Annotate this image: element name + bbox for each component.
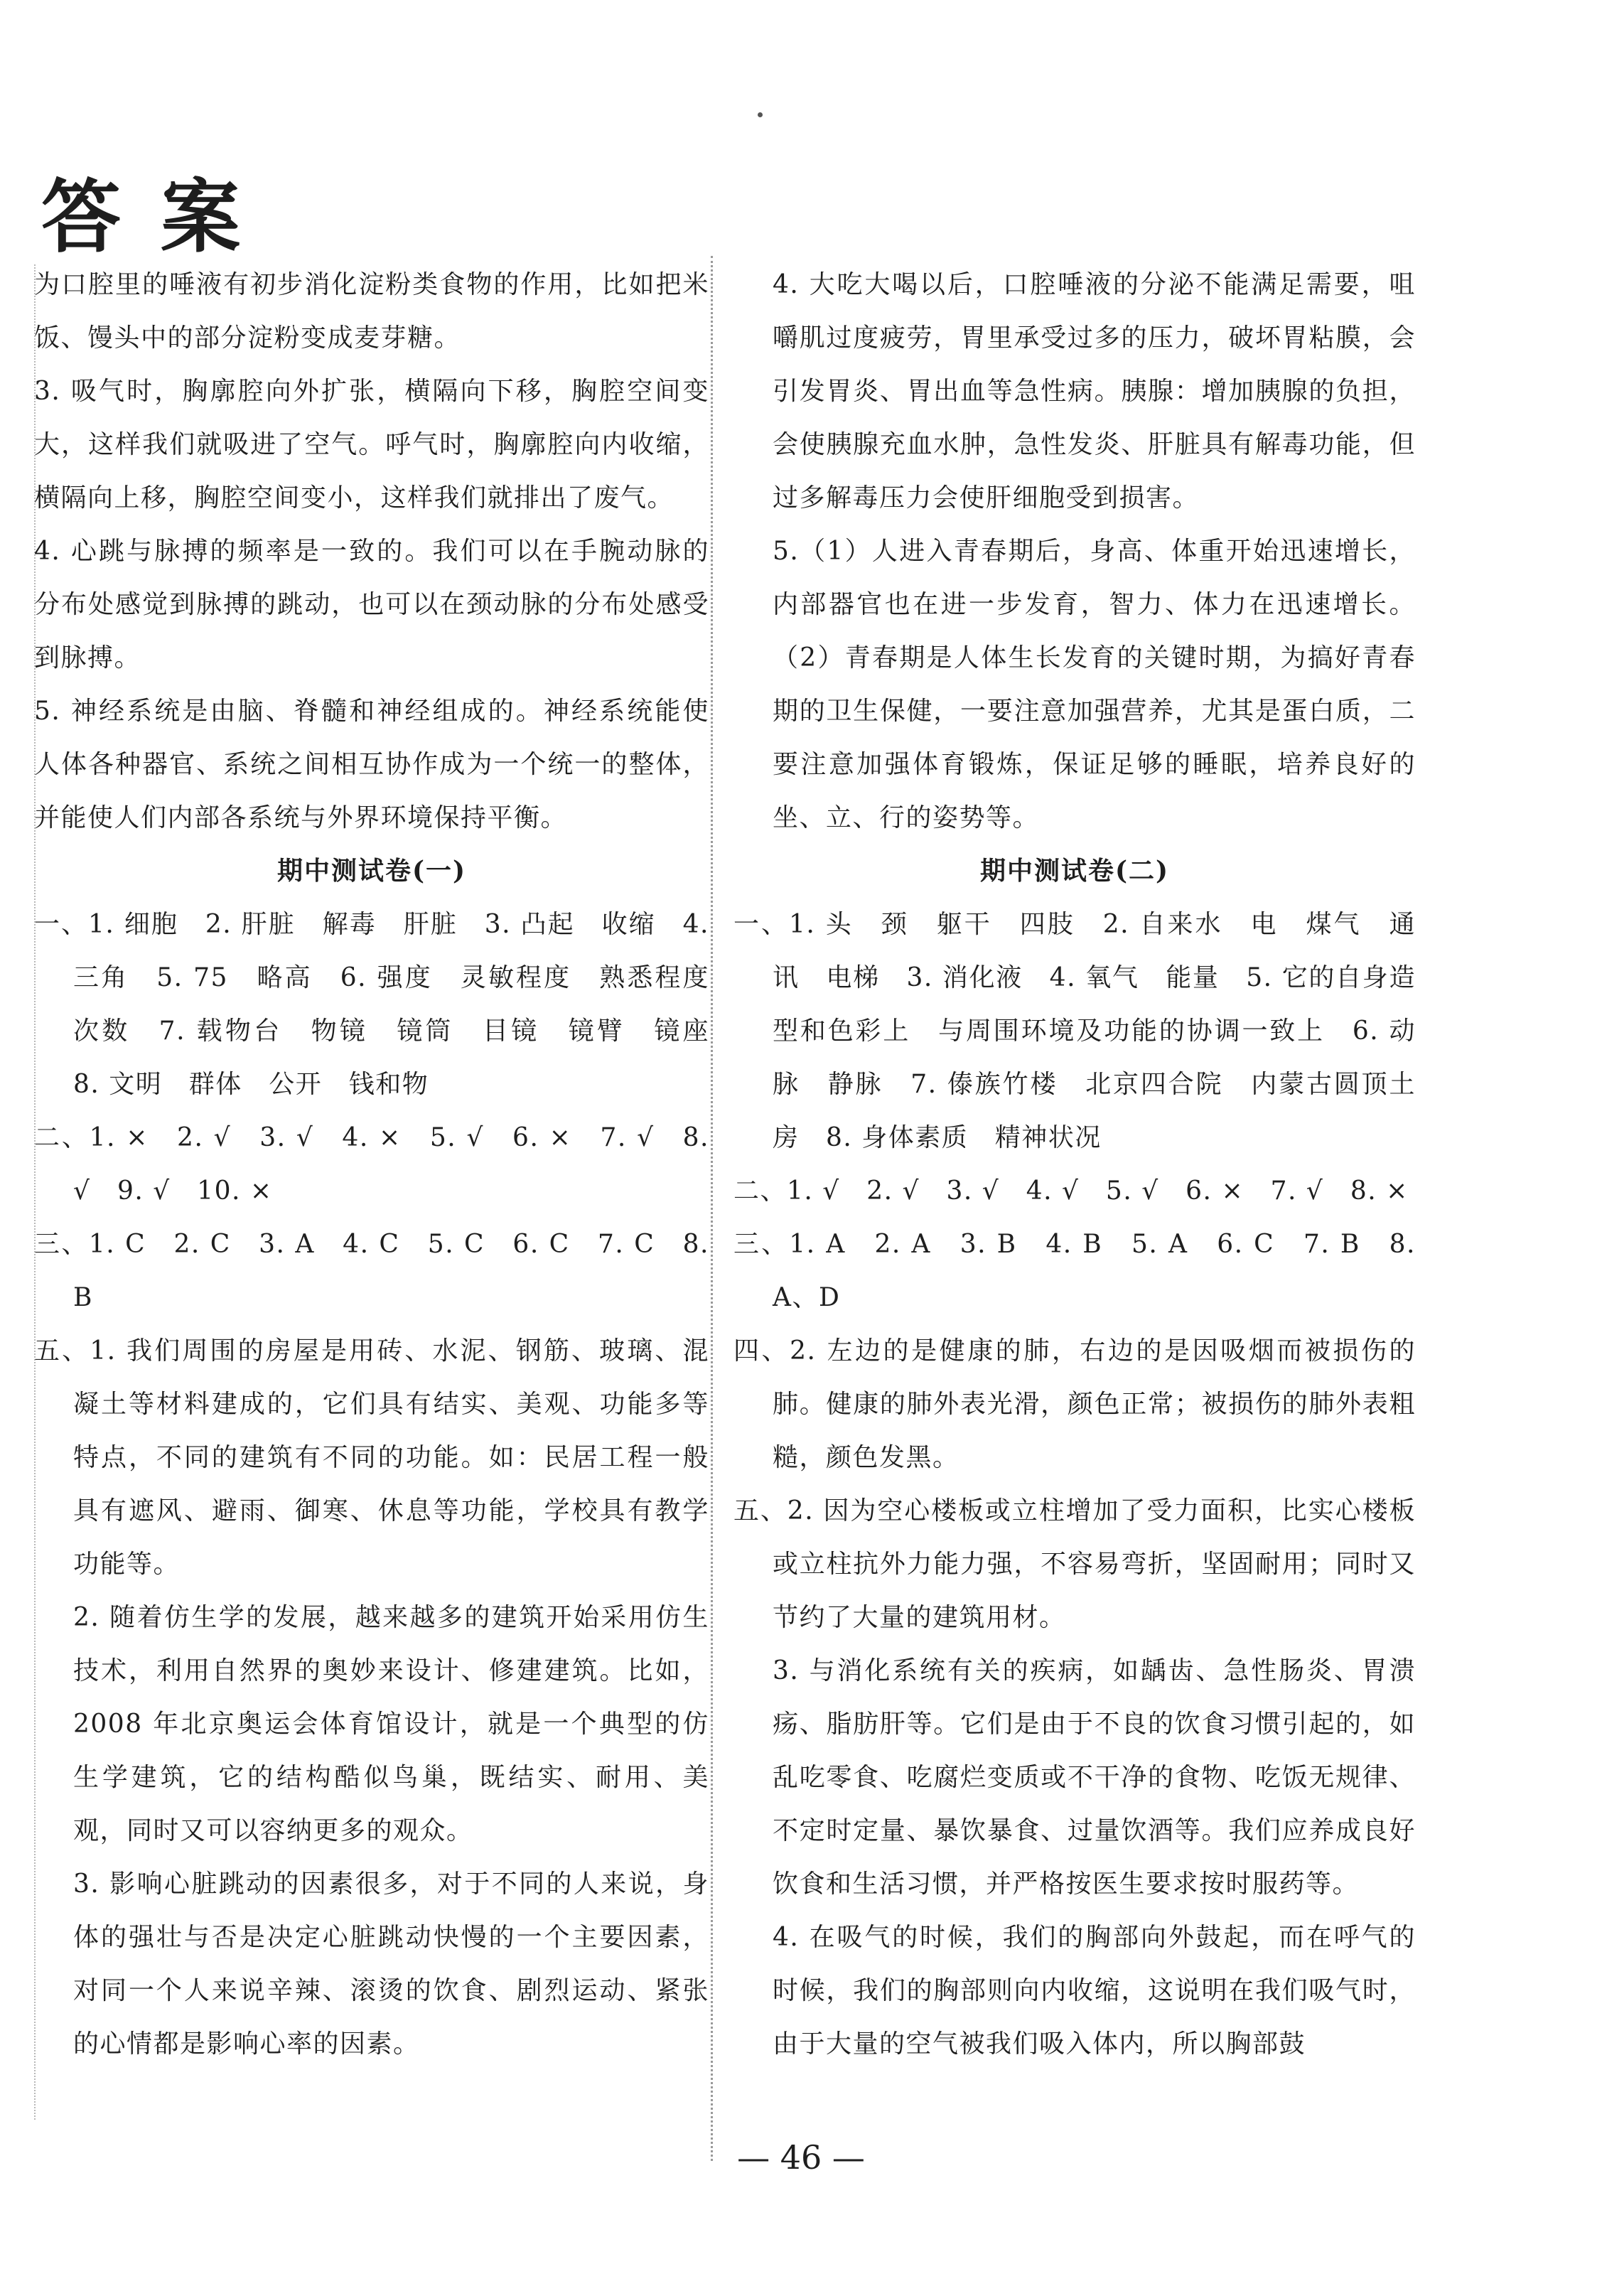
right-column <box>733 258 1416 2071</box>
page-title: 答案 <box>41 171 280 264</box>
answer-block: 二、1. √ 2. √ 3. √ 4. √ 5. √ 6. × 7. √ 8. × <box>733 1176 1409 1206</box>
page-number: — 46 — <box>737 2138 865 2177</box>
answer-block: 一、1. 细胞 2. 肝脏 解毒 肝脏 3. 凸起 收缩 4. 三角 5. 75 略高 6. 强度 灵敏程度 熟悉程度 次数 7. 载物台 物镜 镜筒 目镜 镜臂 镜座 8. 文明 群体 公开 钱和物 <box>34 910 736 1099</box>
left-column <box>34 258 736 2071</box>
answer-paragraph: 4. 在吸气的时候，我们的胸部向外鼓起，而在呼气的时候，我们的胸部则向内收缩，这说明在我们吸气时，由于大量的空气被我们吸入体内，所以胸部鼓 <box>773 1923 1416 2059</box>
section-title: 期中测试卷(一) <box>276 856 467 886</box>
answer-paragraph: 2. 随着仿生学的发展，越来越多的建筑开始采用仿生技术，利用自然界的奥妙来设计、修建建筑。比如，2008 年北京奥运会体育馆设计，就是一个典型的仿生学建筑，它的结构酷似鸟巢，既结实、耐用、美观，同时又可以容纳更多的观众。 <box>73 1603 709 1845</box>
answer-block: 五、1. 我们周围的房屋是用砖、水泥、钢筋、玻璃、混凝土等材料建成的，它们具有结实、美观、功能多等特点，不同的建筑有不同的功能。如：民居工程一般具有遮风、避雨、御寒、休息等功能，学校具有教学功能等。 <box>34 1336 709 1579</box>
answer-paragraph: 3. 吸气时，胸廓腔向外扩张，横隔向下移，胸腔空间变大，这样我们就吸进了空气。呼气时，胸廓腔向内收缩，横隔向上移，胸腔空间变小，这样我们就排出了废气。 <box>34 377 709 513</box>
answer-block: 五、2. 因为空心楼板或立柱增加了受力面积，比实心楼板或立柱抗外力能力强，不容易弯折，坚固耐用；同时又节约了大量的建筑用材。 <box>733 1496 1416 1632</box>
answer-paragraph: 3. 影响心脏跳动的因素很多，对于不同的人来说，身体的强壮与否是决定心脏跳动快慢的一个主要因素，对同一个人来说辛辣、滚烫的饮食、剧烈运动、紧张的心情都是影响心率的因素。 <box>73 1869 709 2059</box>
answer-block: 三、1. A 2. A 3. B 4. B 5. A 6. C 7. B 8. A、D <box>733 1230 1416 1312</box>
section-title: 期中测试卷(二) <box>979 856 1170 886</box>
answer-block: 四、2. 左边的是健康的肺，右边的是因吸烟而被损伤的肺。健康的肺外表光滑，颜色正常；被损伤的肺外表粗糙，颜色发黑。 <box>733 1336 1416 1472</box>
answer-block: 一、1. 头 颈 躯干 四肢 2. 自来水 电 煤气 通讯 电梯 3. 消化液 4. 氧气 能量 5. 它的自身造型和色彩上 与周围环境及功能的协调一致上 6. 动脉 静脉 7. 傣族竹楼 北京四合院 内蒙古圆顶土房 8. 身体素质 精神状况 <box>733 910 1416 1152</box>
answer-block: 三、1. C 2. C 3. A 4. C 5. C 6. C 7. C 8. B <box>34 1230 709 1312</box>
print-dot <box>758 112 763 117</box>
answer-paragraph: 3. 与消化系统有关的疾病，如龋齿、急性肠炎、胃溃疡、脂肪肝等。它们是由于不良的饮食习惯引起的，如乱吃零食、吃腐烂变质或不干净的食物、吃饭无规律、不定时定量、暴饮暴食、过量饮酒等。我们应养成良好饮食和生活习惯，并严格按医生要求按时服药等。 <box>773 1656 1416 1899</box>
column-divider <box>711 256 713 2161</box>
answer-block: 二、1. × 2. √ 3. √ 4. × 5. √ 6. × 7. √ 8. √ 9. √ 10. × <box>34 1123 709 1206</box>
answer-paragraph: 4. 心跳与脉搏的频率是一致的。我们可以在手腕动脉的分布处感觉到脉搏的跳动，也可以在颈动脉的分布处感受到脉搏。 <box>34 537 709 672</box>
answer-paragraph: 为口腔里的唾液有初步消化淀粉类食物的作用，比如把米饭、馒头中的部分淀粉变成麦芽糖。 <box>34 270 709 353</box>
answer-paragraph: 5.（1）人进入青春期后，身高、体重开始迅速增长，内部器官也在进一步发育，智力、体力在迅速增长。（2）青春期是人体生长发育的关键时期，为搞好青春期的卫生保健，一要注意加强营养，尤其是蛋白质，二要注意加强体育锻炼，保证足够的睡眠，培养良好的坐、立、行的姿势等。 <box>773 537 1416 832</box>
answer-paragraph: 5. 神经系统是由脑、脊髓和神经组成的。神经系统能使人体各种器官、系统之间相互协作成为一个统一的整体，并能使人们内部各系统与外界环境保持平衡。 <box>34 697 709 832</box>
answer-paragraph: 4. 大吃大喝以后，口腔唾液的分泌不能满足需要，咀嚼肌过度疲劳，胃里承受过多的压力，破坏胃粘膜，会引发胃炎、胃出血等急性病。胰腺：增加胰腺的负担，会使胰腺充血水肿，急性发炎、肝脏具有解毒功能，但过多解毒压力会使肝细胞受到损害。 <box>773 270 1416 513</box>
